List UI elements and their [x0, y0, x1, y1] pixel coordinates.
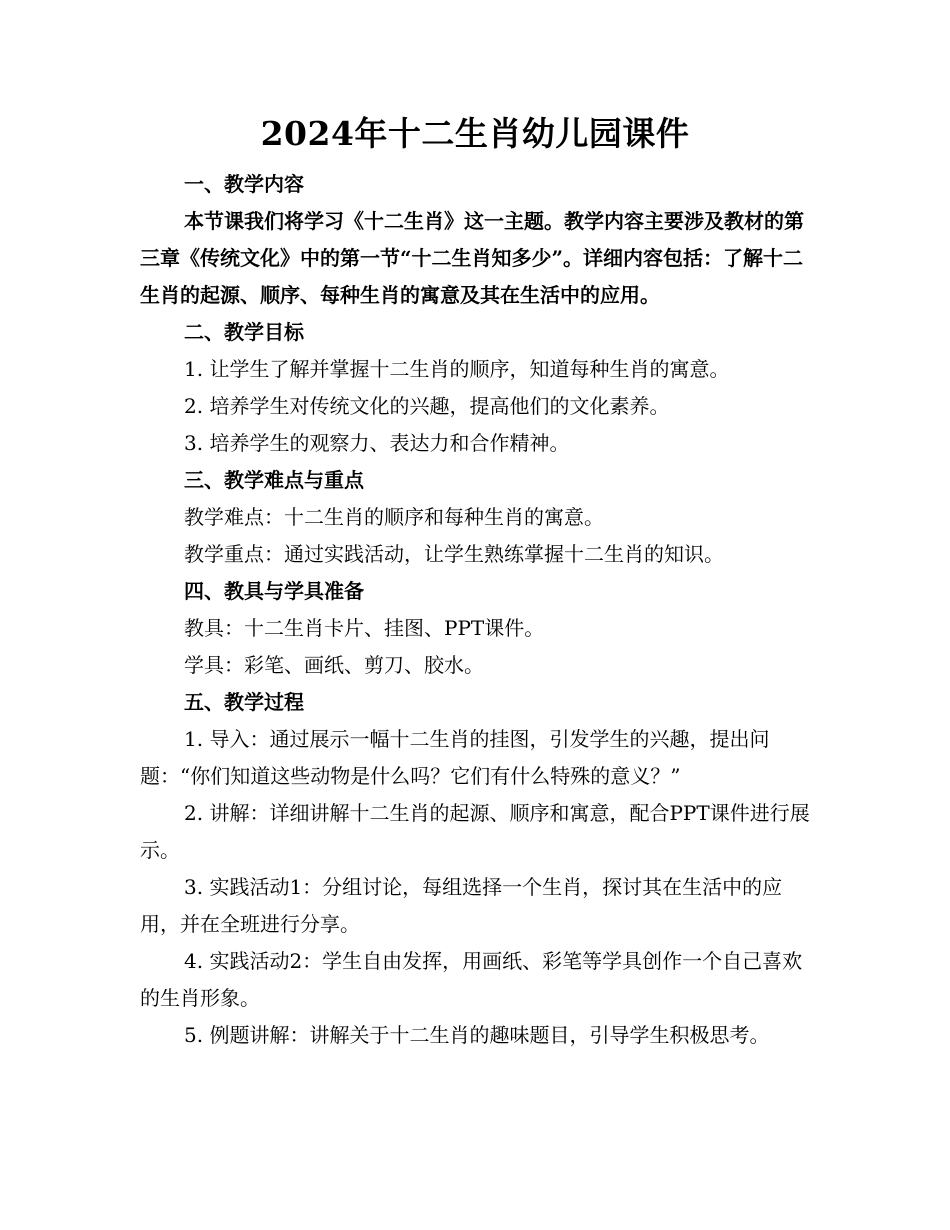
goal-item-2: 2. 培养学生对传统文化的兴趣，提高他们的文化素养。	[184, 394, 670, 418]
process-step-3: 3. 实践活动1：分组讨论，每组选择一个生肖，探讨其在生活中的应用，并在全班进行分享。	[140, 875, 783, 936]
student-materials: 学具：彩笔、画纸、剪刀、胶水。	[184, 653, 484, 677]
teacher-materials: 教具：十二生肖卡片、挂图、PPT课件。	[184, 616, 545, 640]
process-step-2: 2. 讲解：详细讲解十二生肖的起源、顺序和寓意，配合PPT课件进行展示。	[140, 801, 810, 862]
teaching-content-paragraph: 本节课我们将学习《十二生肖》这一主题。教学内容主要涉及教材的第三章《传统文化》中的第一节“十二生肖知多少”。详细内容包括：了解十二生肖的起源、顺序、每种生肖的寓意及其在生活中的应用。	[140, 209, 804, 307]
section-heading-teaching-process: 五、教学过程	[184, 690, 304, 714]
document-title: 2024年十二生肖幼儿园课件	[260, 114, 690, 153]
process-step-4: 4. 实践活动2：学生自由发挥，用画纸、彩笔等学具创作一个自己喜欢的生肖形象。	[140, 949, 803, 1010]
teaching-difficulty: 教学难点：十二生肖的顺序和每种生肖的寓意。	[184, 505, 604, 529]
process-step-5: 5. 例题讲解：讲解关于十二生肖的趣味题目，引导学生积极思考。	[184, 1023, 770, 1047]
section-heading-teaching-content: 一、教学内容	[184, 172, 304, 196]
goal-item-1: 1. 让学生了解并掌握十二生肖的顺序，知道每种生肖的寓意。	[184, 357, 730, 381]
section-heading-teaching-goals: 二、教学目标	[184, 320, 304, 344]
teaching-focus: 教学重点：通过实践活动，让学生熟练掌握十二生肖的知识。	[184, 542, 724, 566]
section-heading-difficulties-focus: 三、教学难点与重点	[184, 468, 364, 492]
process-step-1: 1. 导入：通过展示一幅十二生肖的挂图，引发学生的兴趣，提出问题：“你们知道这些动物是什么吗？它们有什么特殊的意义？”	[140, 727, 770, 788]
section-heading-materials: 四、教具与学具准备	[184, 579, 364, 603]
goal-item-3: 3. 培养学生的观察力、表达力和合作精神。	[184, 431, 570, 455]
document-body	[140, 166, 815, 1054]
